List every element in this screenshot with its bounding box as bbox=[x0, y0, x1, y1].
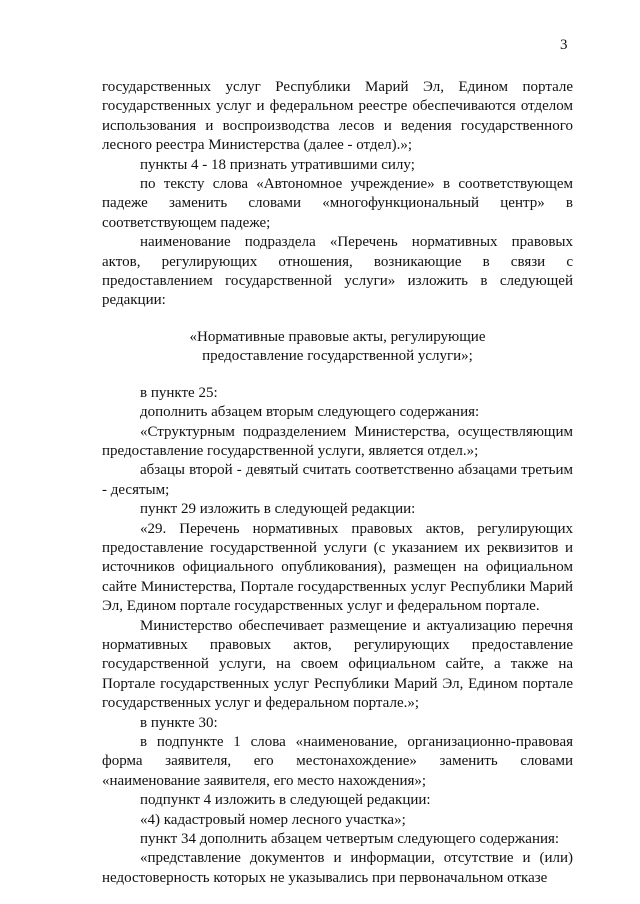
paragraph: Министерство обеспечивает размещение и актуализацию перечня нормативных правовых актов, регулирующих предоставление государственной услуги, на своем официальном сайте, а также на Портале государственных услуг Республики Марий Эл, Едином портале государственных услуг и федеральном портале.»; bbox=[102, 617, 573, 712]
paragraph: пункт 29 изложить в следующей редакции: bbox=[140, 501, 416, 518]
paragraph: по тексту слова «Автономное учреждение» в соответствующем падеже заменить словами «многофункциональный центр» в соответствующем падеже; bbox=[102, 176, 573, 231]
spacer bbox=[102, 311, 573, 328]
paragraph: «29. Перечень нормативных правовых актов, регулирующих предоставление государственной услуги (с указанием их реквизитов и источников официального опубликования), размещен на официальном сайте Министерства, Портале государственных услуг Республики Марий Эл, Едином портале государственных услуг и федеральном портале. bbox=[102, 520, 573, 615]
spacer bbox=[102, 367, 573, 384]
paragraph: наименование подраздела «Перечень нормативных правовых актов, регулирующих отношения, возникающие в связи с предоставлением государственной услуги» изложить в следующей редакции: bbox=[102, 234, 573, 309]
paragraph: «4) кадастровый номер лесного участка»; bbox=[140, 811, 406, 828]
paragraph: в пункте 25: bbox=[140, 384, 218, 401]
paragraph: пункты 4 - 18 признать утратившими силу; bbox=[140, 156, 415, 173]
document-body bbox=[102, 78, 573, 888]
paragraph: подпункт 4 изложить в следующей редакции: bbox=[140, 792, 431, 809]
paragraph: в пункте 30: bbox=[140, 714, 218, 731]
paragraph: пункт 34 дополнить абзацем четвертым следующего содержания: bbox=[140, 831, 560, 848]
paragraph: абзацы второй - девятый считать соответственно абзацами третьим - десятым; bbox=[102, 462, 573, 498]
paragraph: «представление документов и информации, отсутствие и (или) недостоверность которых не указывались при первоначальном отказе bbox=[102, 850, 573, 886]
paragraph: государственных услуг Республики Марий Эл, Едином портале государственных услуг и федеральном реестре обеспечиваются отделом использования и воспроизводства лесов и ведения государственного лесного реестра Министерства (далее - отдел).»; bbox=[102, 79, 573, 154]
subsection-heading-line-1: «Нормативные правовые акты, регулирующие bbox=[189, 328, 486, 345]
subsection-heading-line-2: предоставление государственной услуги»; bbox=[202, 348, 473, 365]
page-number: 3 bbox=[560, 37, 568, 53]
paragraph: дополнить абзацем вторым следующего содержания: bbox=[140, 404, 480, 421]
paragraph: «Структурным подразделением Министерства, осуществляющим предоставление государственной услуги, является отдел.»; bbox=[102, 423, 573, 459]
paragraph: в подпункте 1 слова «наименование, организационно-правовая форма заявителя, его местонахождение» заменить словами «наименование заявителя, его место нахождения»; bbox=[102, 734, 573, 789]
